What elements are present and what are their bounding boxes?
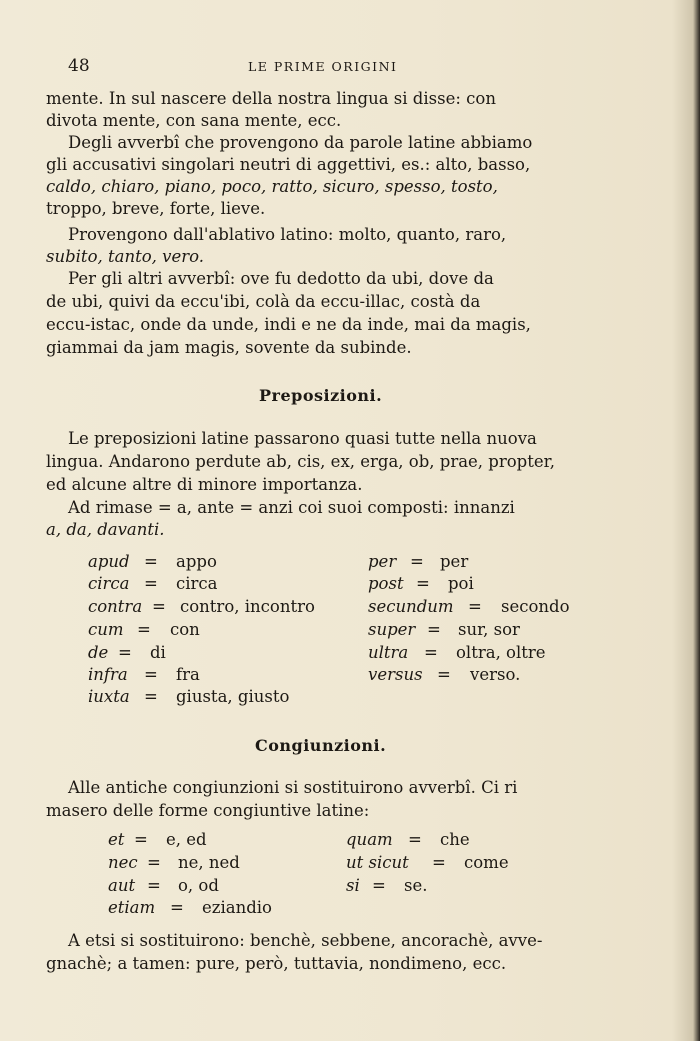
equals-sign: = [152,597,166,616]
latin-term: apud [88,552,130,571]
italian-term: come [464,853,509,872]
latin-term: et [108,830,125,849]
latin-term: per [368,552,397,571]
equals-sign: = [144,687,158,706]
latin-term: contra [88,597,143,616]
equals-sign: = [432,853,446,872]
text-line: Degli avverbî che provengono da parole latine abbiamo [68,133,533,152]
equals-sign: = [410,552,424,571]
text-line: divota mente, con sana mente, ecc. [46,111,342,130]
italian-term: di [150,643,166,662]
text-line: mente. In sul nascere della nostra lingua si disse: con [46,89,496,108]
italian-term: sur, sor [458,620,520,639]
equals-sign: = [427,620,441,639]
italian-term: per [440,552,469,571]
latin-term: si [346,876,360,895]
italian-term: contro, incontro [180,597,315,616]
italian-term: e, ed [166,830,207,849]
section-heading-preposizioni: Preposizioni. [259,386,383,405]
latin-term: super [368,620,416,639]
equals-sign: = [134,830,148,849]
text-line: lingua. Andarono perdute ab, cis, ex, erga, ob, prae, propter, [46,452,555,471]
italian-term: poi [448,574,474,593]
text-line: de ubi, quivi da eccu'ibi, colà da eccu-illac, costà da [46,292,481,311]
italian-term: o, od [178,876,219,895]
italian-term: circa [176,574,218,593]
latin-term: versus [368,665,423,684]
equals-sign: = [372,876,386,895]
italian-term: con [170,620,200,639]
equals-sign: = [437,665,451,684]
italian-term: appo [176,552,217,571]
italian-term: che [440,830,470,849]
text-line: a, da, davanti. [46,520,165,539]
text-line: A etsi si sostituirono: benchè, sebbene, ancorachè, avve- [68,931,543,950]
italian-term: ne, ned [178,853,240,872]
text-line: gnachè; a tamen: pure, però, tuttavia, nondimeno, ecc. [46,954,507,973]
equals-sign: = [416,574,430,593]
italian-term: secondo [501,597,570,616]
text-line: subito, tanto, vero. [46,247,204,266]
equals-sign: = [147,876,161,895]
text-line: Alle antiche congiunzioni si sostituirono avverbî. Ci ri [68,778,518,797]
text-line: troppo, breve, forte, lieve. [46,199,266,218]
latin-term: infra [88,665,128,684]
equals-sign: = [144,552,158,571]
latin-term: secundum [368,597,454,616]
latin-term: quam [346,830,393,849]
text-line: ed alcune altre di minore importanza. [46,475,363,494]
latin-term: post [368,574,404,593]
italian-term: verso. [470,665,521,684]
text-line: gli accusativi singolari neutri di aggettivi, es.: alto, basso, [46,155,531,174]
equals-sign: = [137,620,151,639]
italian-term: giusta, giusto [176,687,290,706]
italian-term: eziandio [202,898,272,917]
latin-term: de [88,643,109,662]
equals-sign: = [468,597,482,616]
text-line: masero delle forme congiuntive latine: [46,801,370,820]
text-line: giammai da jam magis, sovente da subinde. [46,338,412,357]
equals-sign: = [170,898,184,917]
latin-term: ultra [368,643,409,662]
latin-term: iuxta [88,687,130,706]
text-line: Ad rimase = a, ante = anzi coi suoi composti: innanzi [68,498,515,517]
section-heading-congiunzioni: Congiunzioni. [255,736,387,755]
equals-sign: = [144,665,158,684]
latin-term: cum [88,620,124,639]
latin-term: ut sicut [346,853,409,872]
italian-term: fra [176,665,200,684]
equals-sign: = [118,643,132,662]
equals-sign: = [424,643,438,662]
running-head: LE PRIME ORIGINI [248,59,398,74]
equals-sign: = [408,830,422,849]
text-line: eccu-istac, onde da unde, indi e ne da inde, mai da magis, [46,315,531,334]
latin-term: aut [108,876,136,895]
italian-term: oltra, oltre [456,643,546,662]
text-line: Per gli altri avverbî: ove fu dedotto da ubi, dove da [68,269,494,288]
text-line: Le preposizioni latine passarono quasi tutte nella nuova [68,429,537,448]
latin-term: etiam [108,898,156,917]
text-line: Provengono dall'ablativo latino: molto, quanto, raro, [68,225,507,244]
text-line: caldo, chiaro, piano, poco, ratto, sicuro, spesso, tosto, [46,177,498,196]
equals-sign: = [144,574,158,593]
latin-term: circa [88,574,130,593]
equals-sign: = [147,853,161,872]
page-header [68,56,608,80]
latin-term: nec [108,853,138,872]
page-number: 48 [68,56,90,76]
italian-term: se. [404,876,428,895]
